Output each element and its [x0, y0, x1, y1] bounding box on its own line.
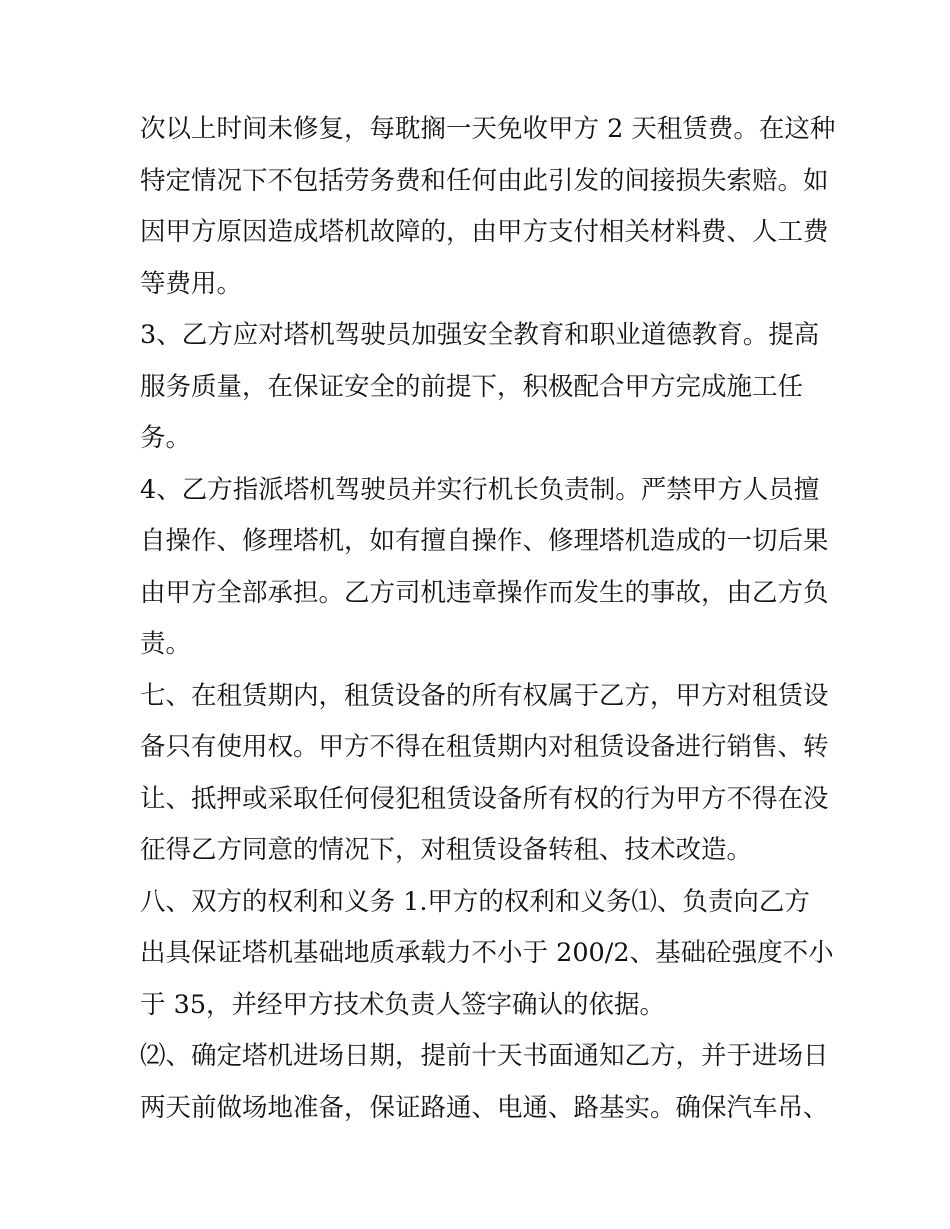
text-line: 等费用。: [140, 268, 243, 299]
text-line: 责。: [140, 629, 192, 659]
clause-3-line: 3、乙方应对塔机驾驶员加强安全教育和职业道德教育。提高: [140, 320, 820, 350]
text-line: 两天前做场地准备，保证路通、电通、路基实。确保汽车吊、: [140, 1092, 829, 1123]
text-line: 务。: [140, 423, 192, 453]
clause-4-line: 4、乙方指派塔机驾驶员并实行机长负责制。严禁甲方人员擅: [140, 474, 820, 505]
text-line: 出具保证塔机基础地质承载力不小于 200/2、基础砼强度不小: [140, 938, 834, 968]
text-line: 次以上时间未修复，每耽搁一天免收甲方 2 天租赁费。在这种: [140, 114, 836, 144]
text-line: 备只有使用权。甲方不得在租赁期内对租赁设备进行销售、转: [140, 732, 829, 762]
text-line: 特定情况下不包括劳务费和任何由此引发的间接损失索赔。如: [140, 165, 829, 196]
section-8-line: 八、双方的权利和义务 1.甲方的权利和义务⑴、负责向乙方: [140, 886, 810, 917]
document-body: [140, 104, 836, 1134]
section-7-line: 七、在租赁期内，租赁设备的所有权属于乙方，甲方对租赁设: [140, 680, 829, 711]
clause-2-line: ⑵、确定塔机进场日期，提前十天书面通知乙方，并于进场日: [140, 1041, 829, 1071]
text-line: 服务质量，在保证安全的前提下，积极配合甲方完成施工任: [140, 371, 804, 402]
text-line: 征得乙方同意的情况下，对租赁设备转租、技术改造。: [140, 835, 753, 865]
text-line: 于 35，并经甲方技术负责人签字确认的依据。: [140, 989, 666, 1020]
text-line: 由甲方全部承担。乙方司机违章操作而发生的事故，由乙方负: [140, 577, 829, 608]
text-line: 自操作、修理塔机，如有擅自操作、修理塔机造成的一切后果: [140, 526, 829, 556]
text-line: 让、抵押或采取任何侵犯租赁设备所有权的行为甲方不得在没: [140, 783, 829, 814]
text-line: 因甲方原因造成塔机故障的，由甲方支付相关材料费、人工费: [140, 217, 829, 247]
